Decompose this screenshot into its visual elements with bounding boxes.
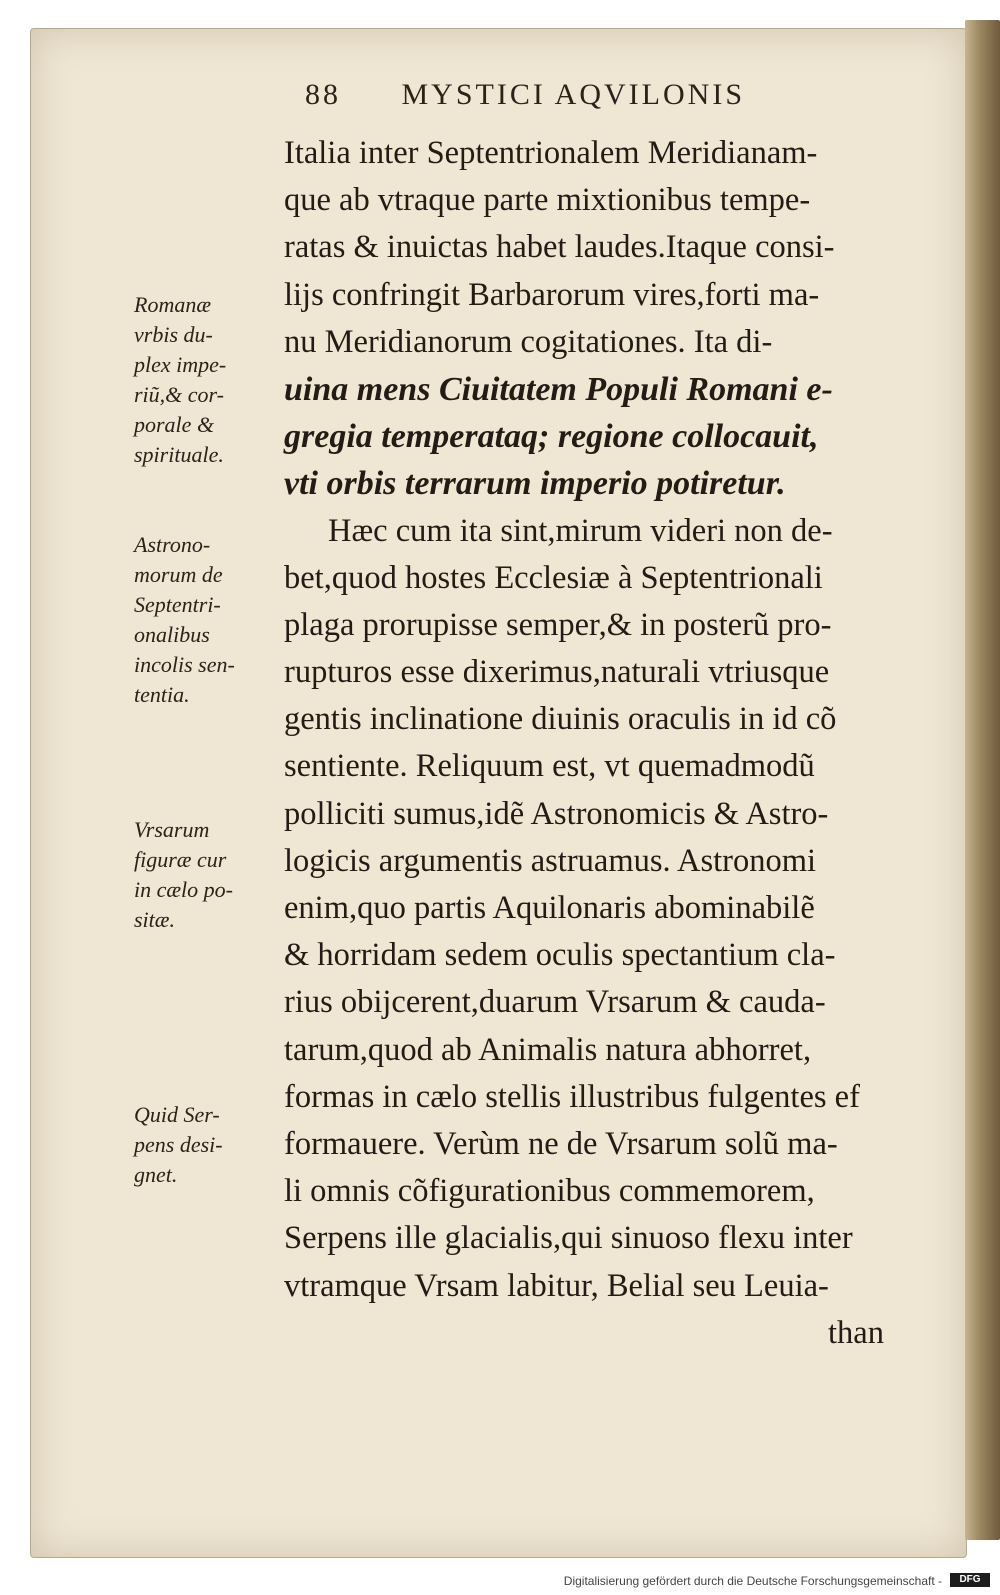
page-edge-shadow xyxy=(965,20,1000,1540)
footer-bar xyxy=(0,1570,1000,1595)
text-line: Italia inter Septentrionalem Meridianam- xyxy=(284,135,818,171)
margin-note-serpens xyxy=(134,1100,223,1190)
text-line: formas in cælo stellis illustribus fulgentes ef xyxy=(284,1078,860,1115)
margin-note-astronomorum xyxy=(134,530,235,710)
margin-note-line: Astrono- xyxy=(134,532,211,557)
text-line: nu Meridianorum cogitationes. Ita di- xyxy=(284,323,773,360)
margin-note-line: Vrsarum xyxy=(134,817,210,842)
text-line: que ab vtraque parte mixtionibus tempe- xyxy=(284,182,811,219)
text-line: ratas & inuictas habet laudes.Itaque consi- xyxy=(284,229,835,266)
margin-note-line: sitæ. xyxy=(134,907,175,932)
text-line: vtramque Vrsam labitur, Belial seu Leuia- xyxy=(284,1267,829,1304)
margin-note-line: onalibus xyxy=(134,622,210,647)
dfg-logo: DFG xyxy=(950,1573,990,1587)
margin-note-line: figuræ cur xyxy=(134,847,227,872)
margin-note-line: incolis sen- xyxy=(134,652,235,677)
text-line: formauere. Verùm ne de Vrsarum solũ ma- xyxy=(284,1125,838,1162)
margin-note-line: in cælo po- xyxy=(134,877,233,902)
margin-note-line: porale & xyxy=(134,412,215,437)
text-line: Hæc cum ita sint,mirum videri non de- xyxy=(328,512,833,549)
italic-text-line: vti orbis terrarum imperio potiretur. xyxy=(284,465,786,503)
margin-note-line: morum de xyxy=(134,562,223,587)
text-line: bet,quod hostes Ecclesiæ à Septentrionali xyxy=(284,559,823,596)
margin-note-line: Septentri- xyxy=(134,592,221,617)
running-head-title: MYSTICI AQVILONIS xyxy=(401,78,745,111)
text-line: & horridam sedem oculis spectantium cla- xyxy=(284,937,836,974)
running-head xyxy=(305,78,805,112)
text-line: polliciti sumus,idẽ Astronomicis & Astro- xyxy=(284,795,829,832)
text-line: tarum,quod ab Animalis natura abhorret, xyxy=(284,1031,812,1068)
margin-note-line: tentia. xyxy=(134,682,190,707)
margin-note-vrsarum xyxy=(134,815,233,935)
italic-text-line: uina mens Ciuitatem Populi Romani e- xyxy=(284,370,833,408)
margin-note-line: vrbis du- xyxy=(134,322,213,347)
italic-text-line: gregia temperataq; regione collocauit, xyxy=(284,418,819,456)
funding-credit: Digitalisierung gefördert durch die Deutsche Forschungsgemeinschaft - xyxy=(563,1574,942,1588)
text-line: sentiente. Reliquum est, vt quemadmodũ xyxy=(284,748,815,785)
margin-note-line: riũ,& cor- xyxy=(134,382,224,407)
text-line: Serpens ille glacialis,qui sinuoso flexu inter xyxy=(284,1220,853,1257)
text-line: rius obijcerent,duarum Vrsarum & cauda- xyxy=(284,984,826,1021)
text-line: lijs confringit Barbarorum vires,forti ma- xyxy=(284,276,820,313)
body-text xyxy=(284,130,934,1357)
margin-note-line: Quid Ser- xyxy=(134,1102,220,1127)
text-line: gentis inclinatione diuinis oraculis in id cõ xyxy=(284,701,837,738)
margin-note-romanae-urbis xyxy=(134,290,226,470)
margin-note-line: gnet. xyxy=(134,1162,178,1187)
text-line: logicis argumentis astruamus. Astronomi xyxy=(284,842,816,879)
page-number: 88 xyxy=(305,78,341,111)
text-line: rupturos esse dixerimus,naturali vtriusque xyxy=(284,654,830,691)
text-line: enim,quo partis Aquilonaris abominabilẽ xyxy=(284,890,815,926)
margin-note-line: spirituale. xyxy=(134,442,224,467)
margin-note-line: plex impe- xyxy=(134,352,227,377)
text-line: li omnis cõfigurationibus commemorem, xyxy=(284,1173,815,1210)
margin-note-line: Romanæ xyxy=(134,292,211,317)
catchword: than xyxy=(828,1314,884,1351)
text-line: plaga prorupisse semper,& in posterũ pro- xyxy=(284,606,832,643)
margin-note-line: pens desi- xyxy=(134,1132,223,1157)
